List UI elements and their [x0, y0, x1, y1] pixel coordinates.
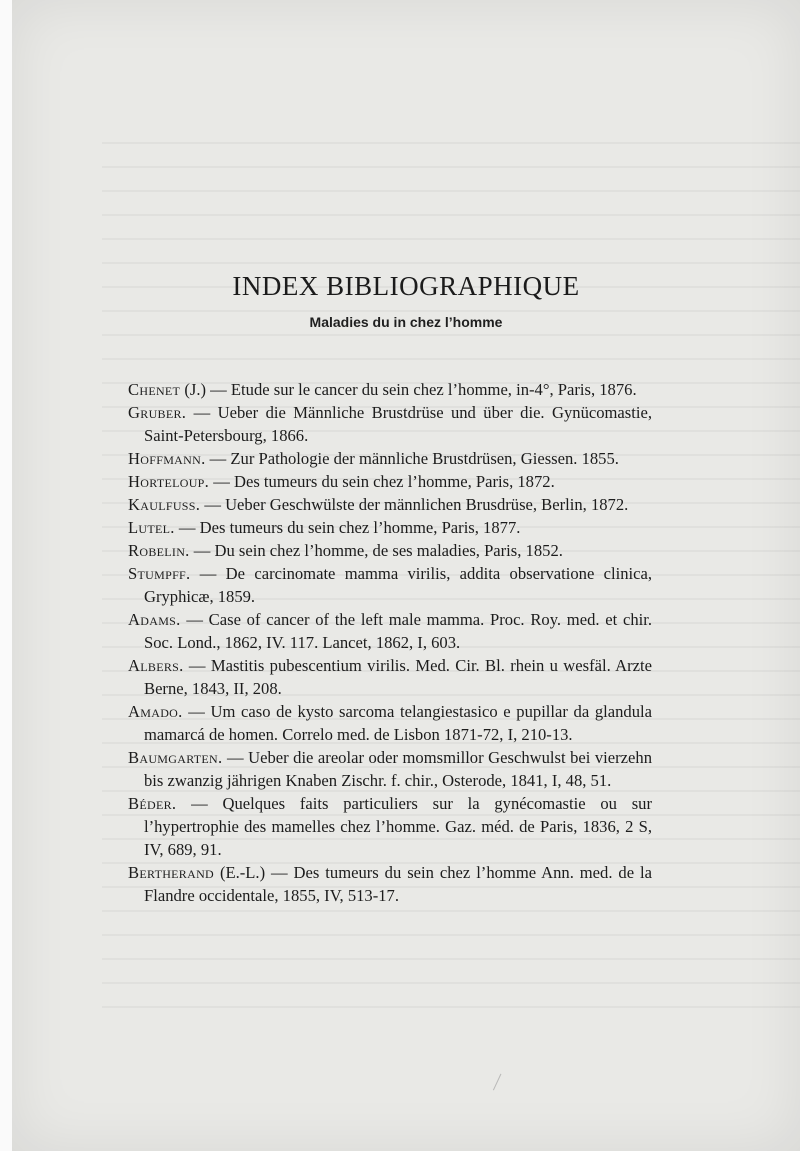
bibliography-entry: [128, 792, 652, 861]
page-title: INDEX BIBLIOGRAPHIQUE: [232, 271, 580, 301]
bibliography-entry: [128, 608, 652, 654]
entry-author: Baumgarten.: [128, 748, 223, 767]
entry-text: — Case of cancer of the left male mamma. Proc. Roy. med. et chir. Soc. Lond., 1862, IV. 117. Lancet, 1862, I, 603.: [144, 610, 652, 652]
entry-text: — Zur Pathologie der männliche Brustdrüsen, Giessen. 1855.: [205, 449, 619, 468]
entry-text: — Du sein chez l’homme, de ses maladies, Paris, 1852.: [189, 541, 563, 560]
entry-author: Béder.: [128, 794, 177, 813]
scanned-page: [12, 0, 800, 1151]
bibliography-entry: [128, 654, 652, 700]
entry-text: — Ueber die Männliche Brustdrüse und über die. Gynücomastie, Saint-Petersbourg, 1866.: [144, 403, 652, 445]
entry-text: — Des tumeurs du sein chez l’homme, Paris, 1877.: [174, 518, 521, 537]
bibliography-entry: [128, 401, 652, 447]
entry-author: Albers.: [128, 656, 184, 675]
entry-text: — Um caso de kysto sarcoma telangiestasico e pupillar da glandula mamarcá de homen. Correlo med. de Lisbon 1871-72, I, 210-13.: [144, 702, 652, 744]
bibliography-entry: [128, 470, 652, 493]
entry-text: — Ueber die areolar oder momsmillor Geschwulst bei vierzehn bis zwanzig jährigen Knaben Zischr. f. chir., Osterode, 1841, I, 48, 51.: [144, 748, 652, 790]
bibliography-entry: [128, 700, 652, 746]
bibliography-entry: [128, 562, 652, 608]
entry-text: — Quelques faits particuliers sur la gynécomastie ou sur l’hypertrophie des mamelles chez l’homme. Gaz. méd. de Paris, 1836, 2 S, IV, 689, 91.: [144, 794, 652, 859]
entry-author: Gruber.: [128, 403, 187, 422]
page-subtitle: Maladies du in chez l’homme: [309, 314, 503, 330]
bibliography-entry: [128, 378, 652, 401]
entry-author: Horteloup.: [128, 472, 210, 491]
entry-text: — Ueber Geschwülste der männlichen Brusdrüse, Berlin, 1872.: [200, 495, 629, 514]
bibliography-entry: [128, 746, 652, 792]
entry-text: (J.) — Etude sur le cancer du sein chez l’homme, in-4°, Paris, 1876.: [180, 380, 637, 399]
entry-text: — De carcinomate mamma virilis, addita observatione clinica, Gryphicæ, 1859.: [144, 564, 652, 606]
bibliography-entry: [128, 516, 652, 539]
entry-author: Amado.: [128, 702, 183, 721]
entry-author: Hoffmann.: [128, 449, 206, 468]
pencil-mark: [493, 1074, 514, 1097]
entry-text: — Mastitis pubescentium virilis. Med. Cir. Bl. rhein u wesfäl. Arzte Berne, 1843, II, 208.: [144, 656, 652, 698]
entry-text: — Des tumeurs du sein chez l’homme, Paris, 1872.: [209, 472, 555, 491]
bibliography-entry: [128, 447, 652, 470]
entry-text: (E.-L.) — Des tumeurs du sein chez l’homme Ann. med. de la Flandre occidentale, 1855, IV, 513-17.: [144, 863, 652, 905]
bibliography-list: [128, 378, 652, 907]
entry-author: Bertherand: [128, 863, 215, 882]
page-margin: [0, 0, 12, 1151]
entry-author: Lutel.: [128, 518, 175, 537]
bibliography-entry: [128, 493, 652, 516]
entry-author: Stumpff.: [128, 564, 191, 583]
entry-author: Kaulfuss.: [128, 495, 201, 514]
entry-author: Chenet: [128, 380, 181, 399]
entry-author: Adams.: [128, 610, 181, 629]
bibliography-entry: [128, 861, 652, 907]
bibliography-entry: [128, 539, 652, 562]
entry-author: Robelin.: [128, 541, 190, 560]
